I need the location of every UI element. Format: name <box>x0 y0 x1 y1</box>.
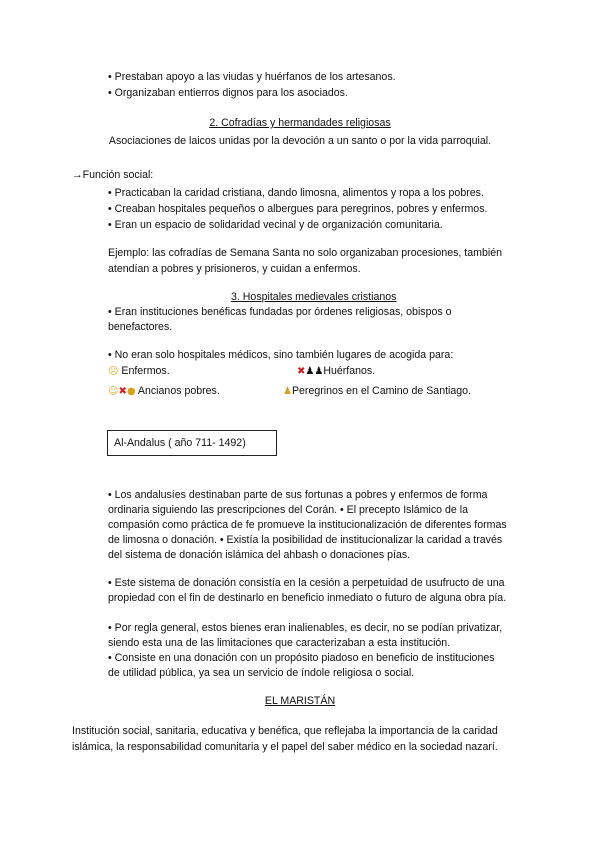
item-peregrinos-label: Peregrinos en el Camino de Santiago. <box>291 385 471 397</box>
andalus-p3-line3: • Consiste en una donación con un propósito piadoso en beneficio de instituciones <box>108 652 495 664</box>
top-bullet-2: • Organizaban entierros dignos para los asociados. <box>108 87 348 99</box>
section2-bullet-3: • Eran un espacio de solidaridad vecinal y de organización comunitaria. <box>108 219 443 231</box>
item-huerfanos-label: Huérfanos. <box>323 365 376 377</box>
andalus-p3-line1: • Por regla general, estos bienes eran inalienables, es decir, no se podían privatizar, <box>108 622 503 634</box>
maristan-line2: islámica, la responsabilidad comunitaria y el papel del saber médico en la sociedad nazarí. <box>72 741 498 753</box>
section3-bullet2: • No eran solo hospitales médicos, sino también lugares de acogida para: <box>108 349 454 361</box>
item-ancianos-label: Ancianos pobres. <box>137 385 220 397</box>
andalus-p3-line4: de utilidad pública, ya sea un servicio de índole religiosa o social. <box>108 667 415 679</box>
maristan-heading: EL MARISTÁN <box>264 695 336 707</box>
cross-mark-icon: ✖ <box>118 386 127 397</box>
al-andalus-title: Al-Andalus ( año 711- 1492) <box>114 437 246 449</box>
section2-intro: Asociaciones de laicos unidas por la devoción a un santo o por la vida parroquial. <box>108 135 492 147</box>
top-bullet-1: • Prestaban apoyo a las viudas y huérfanos de los artesanos. <box>108 71 396 83</box>
andalus-p2-line1: • Este sistema de donación consistía en la cesión a perpetuidad de usufructo de una <box>108 577 505 589</box>
item-ancianos <box>108 384 220 400</box>
money-bag-icon: ● <box>126 386 136 397</box>
item-huerfanos <box>297 364 375 380</box>
andalus-p1-line3: compasión como práctica de fe promueve la institucionalización de diferentes formas <box>108 519 507 531</box>
family-icon: ♟♟ <box>305 366 324 377</box>
example-line-2: atendían a pobres y prisioneros, y cuidan a enfermos. <box>108 263 361 275</box>
cross-mark-icon: ✖ <box>297 366 306 377</box>
section2-heading: 2. Cofradías y hermandades religiosas <box>209 117 391 129</box>
section3-heading: 3. Hospitales medievales cristianos <box>231 291 397 303</box>
section2-bullet-2: • Creaban hospitales pequeños o albergues para peregrinos, pobres y enfermos. <box>108 203 488 215</box>
andalus-p2-line2: propiedad con el fin de destinarlo en beneficio inmediato o futuro de alguna obra pía. <box>108 592 507 604</box>
andalus-p1-line2: ordinaria siguiendo las prescripciones del Corán. • El precepto Islámico de la <box>108 504 468 516</box>
section3-bullet1-line2: benefactores. <box>108 321 173 333</box>
function-label: →Función social: <box>72 169 154 181</box>
al-andalus-box <box>107 430 277 456</box>
item-enfermos <box>108 364 170 380</box>
example-line-1: Ejemplo: las cofradías de Semana Santa no solo organizaban procesiones, también <box>108 247 502 259</box>
andalus-p1-line1: • Los andalusíes destinaban parte de sus fortunas a pobres y enfermos de forma <box>108 489 488 501</box>
item-peregrinos <box>283 384 471 400</box>
walking-person-icon: ♟ <box>283 386 292 397</box>
section3-bullet1-line1: • Eran instituciones benéficas fundadas por órdenes religiosas, obispos o <box>108 306 452 318</box>
andalus-p1-line4: de limosna o donación. • Existía la posibilidad de institucionalizar la caridad a través <box>108 534 503 546</box>
andalus-p1-line5: del sistema de donación islámica del ahbash o donaciones pías. <box>108 549 411 561</box>
andalus-p3-line2: siendo esta una de las limitaciones que caracterizaban a esta institución. <box>108 637 451 649</box>
section2-bullet-1: • Practicaban la caridad cristiana, dando limosna, alimentos y ropa a los pobres. <box>108 187 484 199</box>
maristan-line1: Institución social, sanitaria, educativa y benéfica, que reflejaba la importancia de la caridad <box>72 725 498 737</box>
sick-face-icon: ☹ <box>108 366 119 377</box>
old-person-icon: ☺ <box>108 386 119 397</box>
item-enfermos-label: Enfermos. <box>121 365 170 377</box>
